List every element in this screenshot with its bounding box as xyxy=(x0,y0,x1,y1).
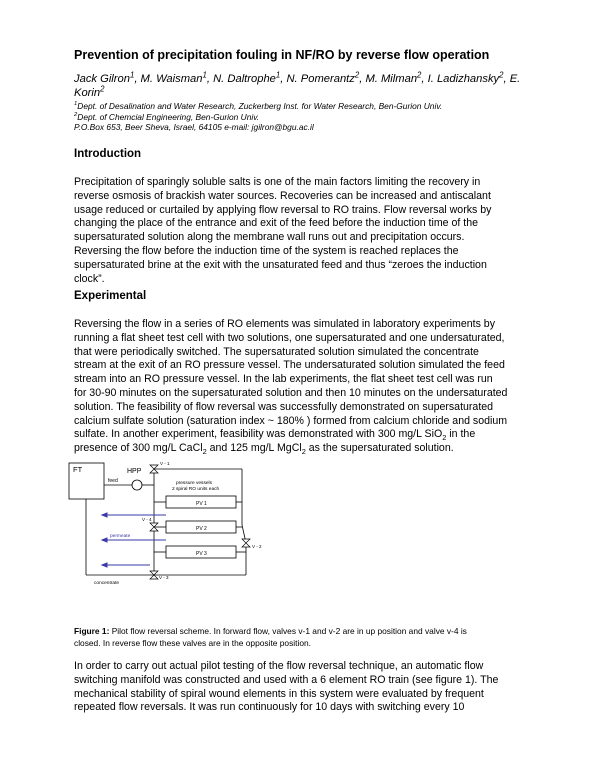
pv3-label: PV 3 xyxy=(196,551,207,557)
paragraph-line: switching manifold was constructed and used with a 6 element RO train (see figure 1). The xyxy=(74,673,499,686)
affiliation-address: P.O.Box 653, Beer Sheva, Israel, 64105 e-mail: jgilron@bgu.ac.il xyxy=(74,122,314,133)
paragraph-line: stream at the exit of an RO pressure vessel. The undersaturated solution simulated the feed xyxy=(74,359,505,372)
pv1-label: PV 1 xyxy=(196,501,207,507)
affiliation-sup: 2 xyxy=(74,111,78,118)
paragraph-line: Reversing the flow in a series of RO elements was simulated in laboratory experiments by xyxy=(74,318,495,330)
author-sup: 2 xyxy=(499,70,504,80)
paragraph-line: reverse osmosis of brackish water sources. Recoveries can be increased and antiscalant xyxy=(74,189,491,202)
author-sup: 2 xyxy=(100,84,105,94)
subscript: 2 xyxy=(202,447,207,457)
introduction-paragraph xyxy=(74,176,539,286)
author-text: Korin xyxy=(74,87,101,99)
author-sup: 1 xyxy=(275,70,281,80)
affiliation-1 xyxy=(74,101,534,112)
author-list xyxy=(74,72,534,100)
feed-label: feed xyxy=(108,478,118,484)
line-text: presence of 300 mg/L CaCl xyxy=(74,442,203,455)
caption-label: Figure 1: xyxy=(74,626,110,636)
paragraph-line: supersaturated solution along the membrane wall runs out and precipitation occurs. xyxy=(74,231,465,244)
line-text: in the xyxy=(446,428,476,441)
author-sup: 2 xyxy=(354,70,360,80)
paragraph-line xyxy=(74,442,539,456)
paragraph-line: In order to carry out actual pilot testing of the flow reversal technique, an automatic flow xyxy=(74,660,484,672)
subscript: 2 xyxy=(442,433,447,443)
figure-caption xyxy=(74,625,539,649)
author-text: , M. Waisman xyxy=(134,73,203,85)
v1-label: V - 1 xyxy=(160,461,170,466)
author-sup: 1 xyxy=(129,70,135,80)
affiliation-sup: 1 xyxy=(74,101,78,108)
paragraph-line: for 30-90 minutes on the supersaturated solution and then 10 minutes on the undersaturated xyxy=(74,386,508,399)
pv2-label: PV 2 xyxy=(196,526,207,532)
author-text: , E. xyxy=(503,73,521,85)
affiliation-text: Dept. of Desalination and Water Research, Zuckerberg Inst. for Water Research, Ben-Gurion Univ. xyxy=(77,101,443,111)
hpp-label: HPP xyxy=(127,468,142,475)
affiliation-2 xyxy=(74,112,534,123)
caption-text: Pilot flow reversal scheme. In forward flow, valves v-1 and v-2 are in up position and valve v-4 is xyxy=(109,626,467,636)
paper-title: Prevention of precipitation fouling in NF/RO by reverse flow operation xyxy=(74,48,490,62)
flow-reversal-diagram xyxy=(60,455,280,590)
paragraph-line: Reversing the flow before the induction time of the system is reached replaces the xyxy=(74,244,459,257)
concentrate-label: concentrate xyxy=(94,581,120,586)
v2-label: V - 2 xyxy=(252,544,262,549)
caption-line: closed. In reverse flow these valves are in the opposite position. xyxy=(74,638,311,648)
hpp-pump xyxy=(132,480,142,490)
paragraph-line: mechanical stability of spiral wound elements in this system were evaluated by frequent xyxy=(74,687,484,700)
paragraph-line: running a flat sheet test cell with two solutions, one supersaturated and one undersaturated, xyxy=(74,331,505,344)
experimental-paragraph xyxy=(74,318,539,456)
author-text: Jack Gilron xyxy=(74,73,130,85)
permeate-label: permeate xyxy=(110,534,131,539)
paragraph-line: changing the place of the entrance and exit of the feed before the induction time of the xyxy=(74,217,479,230)
valve-v2 xyxy=(242,539,250,547)
closing-paragraph xyxy=(74,660,539,715)
paragraph-line: calcium sulfate solution (saturation index ~ 180% ) formed from calcium chloride and sodium xyxy=(74,414,508,427)
vessels-label-2: 2 spiral RO units each xyxy=(172,487,220,492)
author-text: , N. Pomerantz xyxy=(280,73,355,85)
author-text: , I. Ladizhansky xyxy=(421,73,500,85)
caption-line xyxy=(74,625,539,637)
paragraph-line: that were periodically switched. The supersaturated solution simulated the concentrate xyxy=(74,345,479,358)
vessels-label-1: pressure vessels xyxy=(176,481,212,486)
affiliations xyxy=(74,101,534,133)
introduction-heading: Introduction xyxy=(74,148,142,160)
subscript: 2 xyxy=(301,447,306,457)
author-sup: 1 xyxy=(202,70,207,80)
line-text: as the supersaturated solution. xyxy=(305,442,454,455)
affiliation-text: Dept. of Chemcial Engineering, Ben-Gurion Univ. xyxy=(77,111,260,122)
ft-label: FT xyxy=(73,465,83,474)
paragraph-line: supersaturated brine at the exit with the unsaturated feed and thus “zeroes the induction xyxy=(74,258,487,271)
paragraph-line: clock”. xyxy=(74,272,105,285)
paragraph-line xyxy=(74,428,539,442)
v3-label: V - 3 xyxy=(159,575,169,580)
author-text: , N. Daltrophe xyxy=(206,73,276,85)
line-text: and 125 mg/L MgCl xyxy=(206,442,302,455)
experimental-heading: Experimental xyxy=(74,290,147,302)
author-sup: 2 xyxy=(417,70,422,80)
author-text: , M. Milman xyxy=(359,73,418,85)
line-text: sulfate. In another experiment, feasibility was demonstrated with 300 mg/L SiO xyxy=(74,428,443,441)
paragraph-line: stream into an RO pressure vessel. In the lab experiments, the flat sheet test cell was run xyxy=(74,373,493,386)
paragraph-line: solution. The feasibility of flow reversal was successfully demonstrated on supersaturated xyxy=(74,400,494,413)
v4-label: V - 4 xyxy=(142,517,152,522)
paragraph-line: usage reduced or curtailed by applying flow reversal to RO trains. Flow reversal works by xyxy=(74,203,492,216)
paragraph-line: Precipitation of sparingly soluble salts is one of the main factors limiting the recovery in xyxy=(74,176,481,188)
paragraph-line: repeated flow reversals. It was run continuously for 10 days with switching every 10 xyxy=(74,701,465,714)
